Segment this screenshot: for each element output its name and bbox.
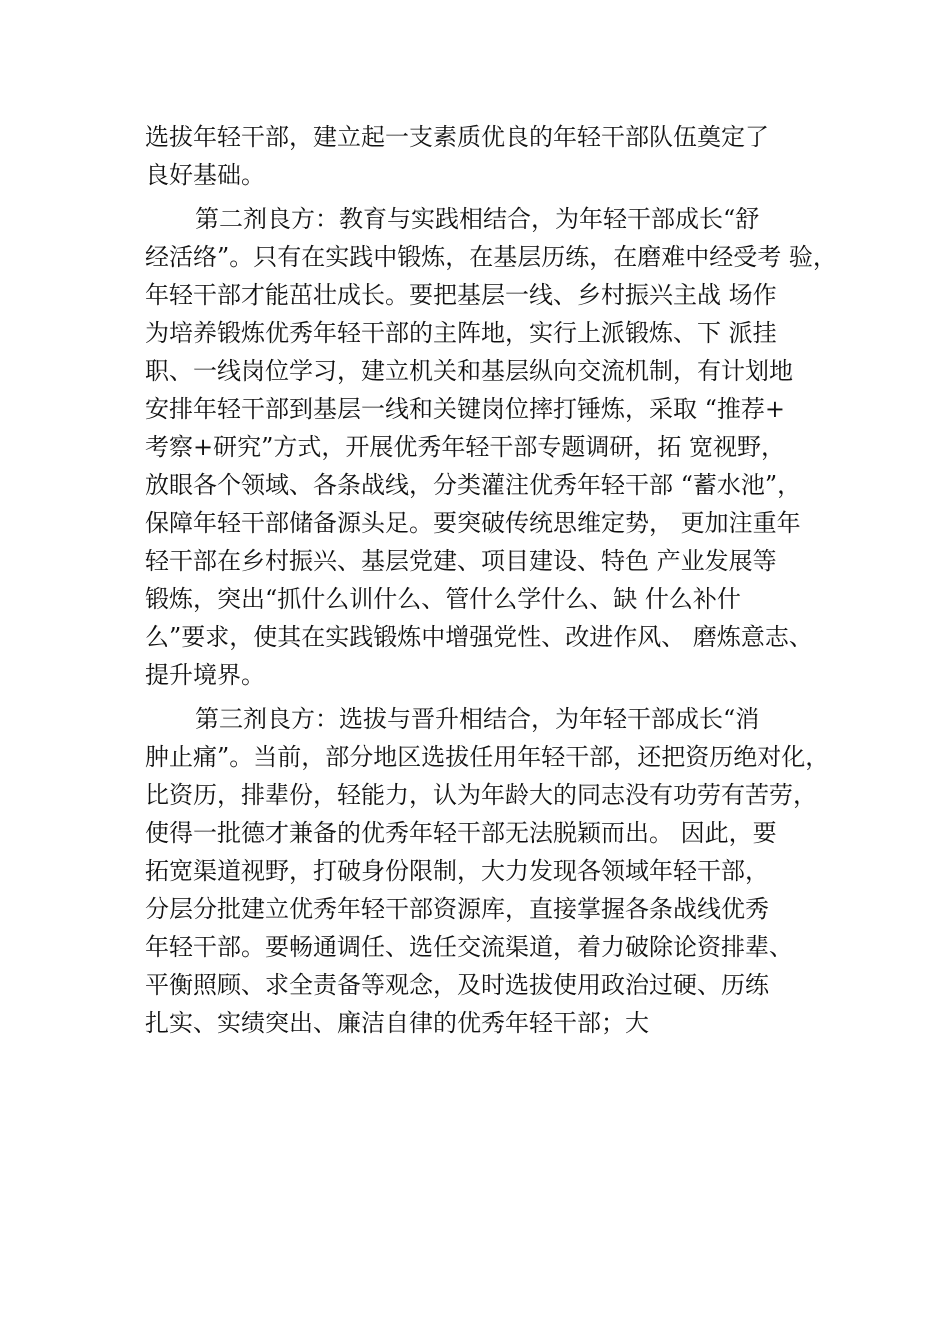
paragraph-third-remedy-line: 扎实、实绩突出、廉洁自律的优秀年轻干部；大: [145, 1009, 649, 1037]
paragraph-second-remedy-line: 经活络”。只有在实践中锻炼，在基层历练，在磨难中经受考 验，: [145, 243, 837, 271]
paragraph-second-remedy-line: 锻炼，突出“抓什么训什么、管什么学什么、缺 什么补什: [145, 585, 741, 613]
paragraph-second-remedy-line: 轻干部在乡村振兴、基层党建、项目建设、特色 产业发展等: [145, 547, 777, 575]
paragraph-second-remedy-line: 放眼各个领域、各条战线，分类灌注优秀年轻干部 “蓄水池”，: [145, 471, 802, 499]
paragraph-second-remedy-line: 职、一线岗位学习，建立机关和基层纵向交流机制，有计划地: [145, 357, 793, 385]
paragraph-third-remedy-line: 第三剂良方：选拔与晋升相结合，为年轻干部成长“消: [195, 705, 760, 733]
paragraph-second-remedy-line: 考察+研究”方式，开展优秀年轻干部专题调研，拓 宽视野，: [145, 433, 786, 461]
paragraph-third-remedy-line: 使得一批德才兼备的优秀年轻干部无法脱颖而出。 因此，要: [145, 819, 777, 847]
body-text: [145, 118, 865, 1042]
paragraph-third-remedy-line: 拓宽渠道视野，打破身份限制，大力发现各领域年轻干部，: [145, 857, 769, 885]
paragraph-third-remedy-line: 年轻干部。要畅通调任、选任交流渠道，着力破除论资排辈、: [145, 933, 793, 961]
paragraph-third-remedy-line: 分层分批建立优秀年轻干部资源库，直接掌握各条战线优秀: [145, 895, 769, 923]
paragraph-second-remedy-line: 为培养锻炼优秀年轻干部的主阵地，实行上派锻炼、下 派挂: [145, 319, 777, 347]
paragraph-second-remedy-line: 么”要求，使其在实践锻炼中增强党性、改进作风、 磨炼意志、: [145, 623, 813, 651]
paragraph-second-remedy-line: 提升境界。: [145, 661, 265, 689]
paragraph-second-remedy-line: 第二剂良方：教育与实践相结合，为年轻干部成长“舒: [195, 205, 760, 233]
paragraph-intro-line: 良好基础。: [145, 161, 265, 189]
paragraph-intro-line: 选拔年轻干部，建立起一支素质优良的年轻干部队伍奠定了: [145, 123, 769, 151]
paragraph-second-remedy-line: 年轻干部才能茁壮成长。要把基层一线、乡村振兴主战 场作: [145, 281, 777, 309]
paragraph-third-remedy-line: 肿止痛”。当前，部分地区选拔任用年轻干部，还把资历绝对化，: [145, 743, 830, 771]
paragraph-third-remedy-line: 比资历，排辈份，轻能力，认为年龄大的同志没有功劳有苦劳，: [145, 781, 817, 809]
paragraph-second-remedy-line: 安排年轻干部到基层一线和关键岗位摔打锤炼，采取 “推荐+: [145, 395, 786, 423]
paragraph-second-remedy-line: 保障年轻干部储备源头足。要突破传统思维定势， 更加注重年: [145, 509, 801, 537]
paragraph-third-remedy-line: 平衡照顾、求全责备等观念，及时选拔使用政治过硬、历练: [145, 971, 769, 999]
